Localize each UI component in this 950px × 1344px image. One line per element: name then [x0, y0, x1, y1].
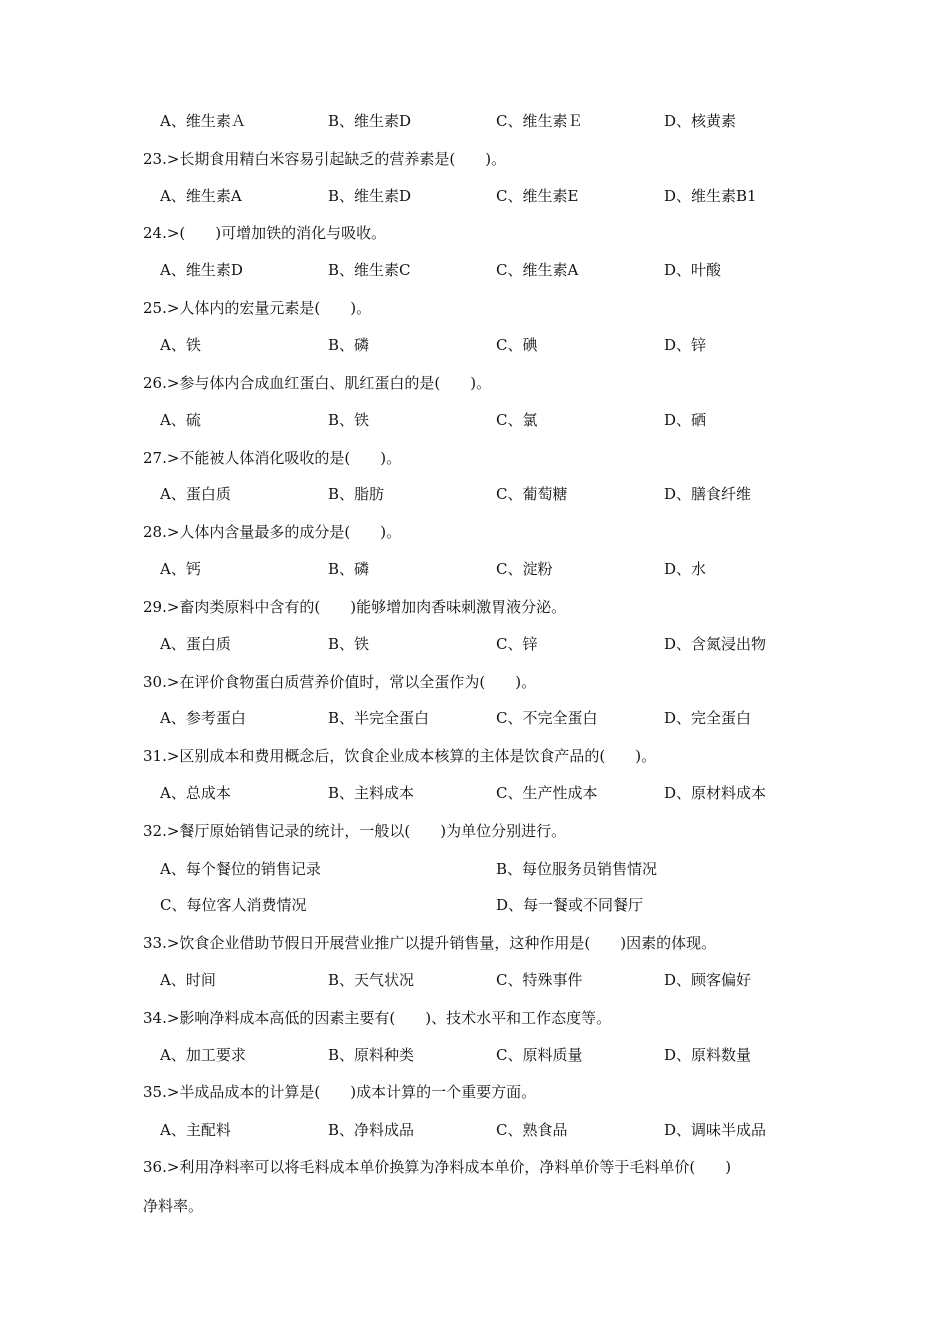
- question-text: 34.>影响净料成本高低的因素主要有( )、技术水平和工作态度等。: [143, 1009, 612, 1027]
- answer-option: A、总成本: [160, 784, 231, 802]
- options-line: [0, 857, 950, 881]
- answer-option: A、维生素Ａ: [160, 112, 246, 130]
- options-line: [0, 706, 950, 730]
- answer-option: D、每一餐或不同餐厅: [496, 896, 644, 914]
- question-line: [0, 446, 950, 470]
- answer-option: C、原料质量: [496, 1046, 583, 1064]
- question-text: 24.>( )可增加铁的消化与吸收。: [143, 224, 387, 242]
- answer-option: C、碘: [496, 336, 538, 354]
- question-text: 26.>参与体内合成血红蛋白、肌红蛋白的是( )。: [143, 374, 492, 392]
- answer-option: A、钙: [160, 560, 201, 578]
- answer-option: D、膳食纤维: [664, 485, 752, 503]
- question-line: [0, 744, 950, 768]
- answer-option: C、特殊事件: [496, 971, 583, 989]
- answer-option: A、硫: [160, 411, 201, 429]
- answer-option: B、原料种类: [328, 1046, 415, 1064]
- answer-option: B、磷: [328, 336, 370, 354]
- answer-option: B、维生素D: [328, 112, 412, 130]
- answer-option: C、维生素E: [496, 187, 579, 205]
- answer-option: A、时间: [160, 971, 216, 989]
- question-line: [0, 147, 950, 171]
- question-line: [0, 819, 950, 843]
- answer-option: C、锌: [496, 635, 538, 653]
- options-line: [0, 968, 950, 992]
- answer-option: D、叶酸: [664, 261, 722, 279]
- options-line: [0, 258, 950, 282]
- question-text: 28.>人体内含量最多的成分是( )。: [143, 523, 402, 541]
- answer-option: A、参考蛋白: [160, 709, 246, 727]
- question-line: [0, 221, 950, 245]
- answer-option: A、维生素D: [160, 261, 243, 279]
- answer-option: C、氯: [496, 411, 538, 429]
- answer-option: A、加工要求: [160, 1046, 246, 1064]
- question-text: 27.>不能被人体消化吸收的是( )。: [143, 449, 402, 467]
- answer-option: B、半完全蛋白: [328, 709, 430, 727]
- question-text: 33.>饮食企业借助节假日开展营业推广以提升销售量，这种作用是( )因素的体现。: [143, 934, 717, 952]
- answer-option: B、每位服务员销售情况: [496, 860, 658, 878]
- answer-option: C、葡萄糖: [496, 485, 568, 503]
- question-text: 23.>长期食用精白米容易引起缺乏的营养素是( )。: [143, 150, 507, 168]
- answer-option: A、铁: [160, 336, 201, 354]
- options-line: [0, 1118, 950, 1142]
- options-line: [0, 109, 950, 133]
- answer-option: D、维生素B1: [664, 187, 757, 205]
- question-text: 32.>餐厅原始销售记录的统计，一般以( )为单位分别进行。: [143, 822, 567, 840]
- question-text: 35.>半成品成本的计算是( )成本计算的一个重要方面。: [143, 1083, 537, 1101]
- answer-option: B、脂肪: [328, 485, 385, 503]
- answer-option: B、铁: [328, 635, 370, 653]
- options-line: [0, 1043, 950, 1067]
- question-line: [0, 1080, 950, 1104]
- answer-option: B、磷: [328, 560, 370, 578]
- question-text: 30.>在评价食物蛋白质营养价值时，常以全蛋作为( )。: [143, 673, 537, 691]
- answer-option: C、维生素A: [496, 261, 579, 279]
- answer-option: B、维生素D: [328, 187, 412, 205]
- answer-option: D、原料数量: [664, 1046, 752, 1064]
- question-text: 31.>区别成本和费用概念后，饮食企业成本核算的主体是饮食产品的( )。: [143, 747, 657, 765]
- answer-option: B、净料成品: [328, 1121, 415, 1139]
- options-line: [0, 893, 950, 917]
- answer-option: D、顾客偏好: [664, 971, 752, 989]
- question-text: 29.>畜肉类原料中含有的( )能够增加肉香味刺激胃液分泌。: [143, 598, 567, 616]
- answer-option: B、天气状况: [328, 971, 415, 989]
- question-line: [0, 1155, 950, 1179]
- answer-option: D、硒: [664, 411, 707, 429]
- answer-option: B、维生素C: [328, 261, 411, 279]
- answer-option: B、铁: [328, 411, 370, 429]
- question-line: [0, 1194, 950, 1218]
- question-text: 36.>利用净料率可以将毛料成本单价换算为净料成本单价，净料单价等于毛料单价( ): [143, 1158, 732, 1176]
- answer-option: A、主配料: [160, 1121, 231, 1139]
- question-text: 25.>人体内的宏量元素是( )。: [143, 299, 372, 317]
- answer-option: D、核黄素: [664, 112, 737, 130]
- options-line: [0, 184, 950, 208]
- answer-option: B、主料成本: [328, 784, 415, 802]
- question-line: [0, 1006, 950, 1030]
- answer-option: C、熟食品: [496, 1121, 568, 1139]
- question-line: [0, 520, 950, 544]
- answer-option: C、维生素Ｅ: [496, 112, 583, 130]
- options-line: [0, 557, 950, 581]
- answer-option: A、蛋白质: [160, 635, 231, 653]
- options-line: [0, 632, 950, 656]
- options-line: [0, 333, 950, 357]
- answer-option: C、淀粉: [496, 560, 553, 578]
- options-line: [0, 781, 950, 805]
- options-line: [0, 482, 950, 506]
- answer-option: C、生产性成本: [496, 784, 598, 802]
- answer-option: D、完全蛋白: [664, 709, 752, 727]
- question-line: [0, 371, 950, 395]
- answer-option: D、含氮浸出物: [664, 635, 767, 653]
- question-line: [0, 595, 950, 619]
- question-line: [0, 670, 950, 694]
- answer-option: D、原材料成本: [664, 784, 767, 802]
- options-line: [0, 408, 950, 432]
- answer-option: D、调味半成品: [664, 1121, 767, 1139]
- question-line: [0, 931, 950, 955]
- question-line: [0, 296, 950, 320]
- answer-option: C、每位客人消费情况: [160, 896, 307, 914]
- answer-option: C、不完全蛋白: [496, 709, 598, 727]
- answer-option: A、蛋白质: [160, 485, 231, 503]
- answer-option: A、维生素A: [160, 187, 242, 205]
- question-text: 净料率。: [143, 1197, 204, 1215]
- answer-option: A、每个餐位的销售记录: [160, 860, 321, 878]
- answer-option: D、水: [664, 560, 707, 578]
- answer-option: D、锌: [664, 336, 707, 354]
